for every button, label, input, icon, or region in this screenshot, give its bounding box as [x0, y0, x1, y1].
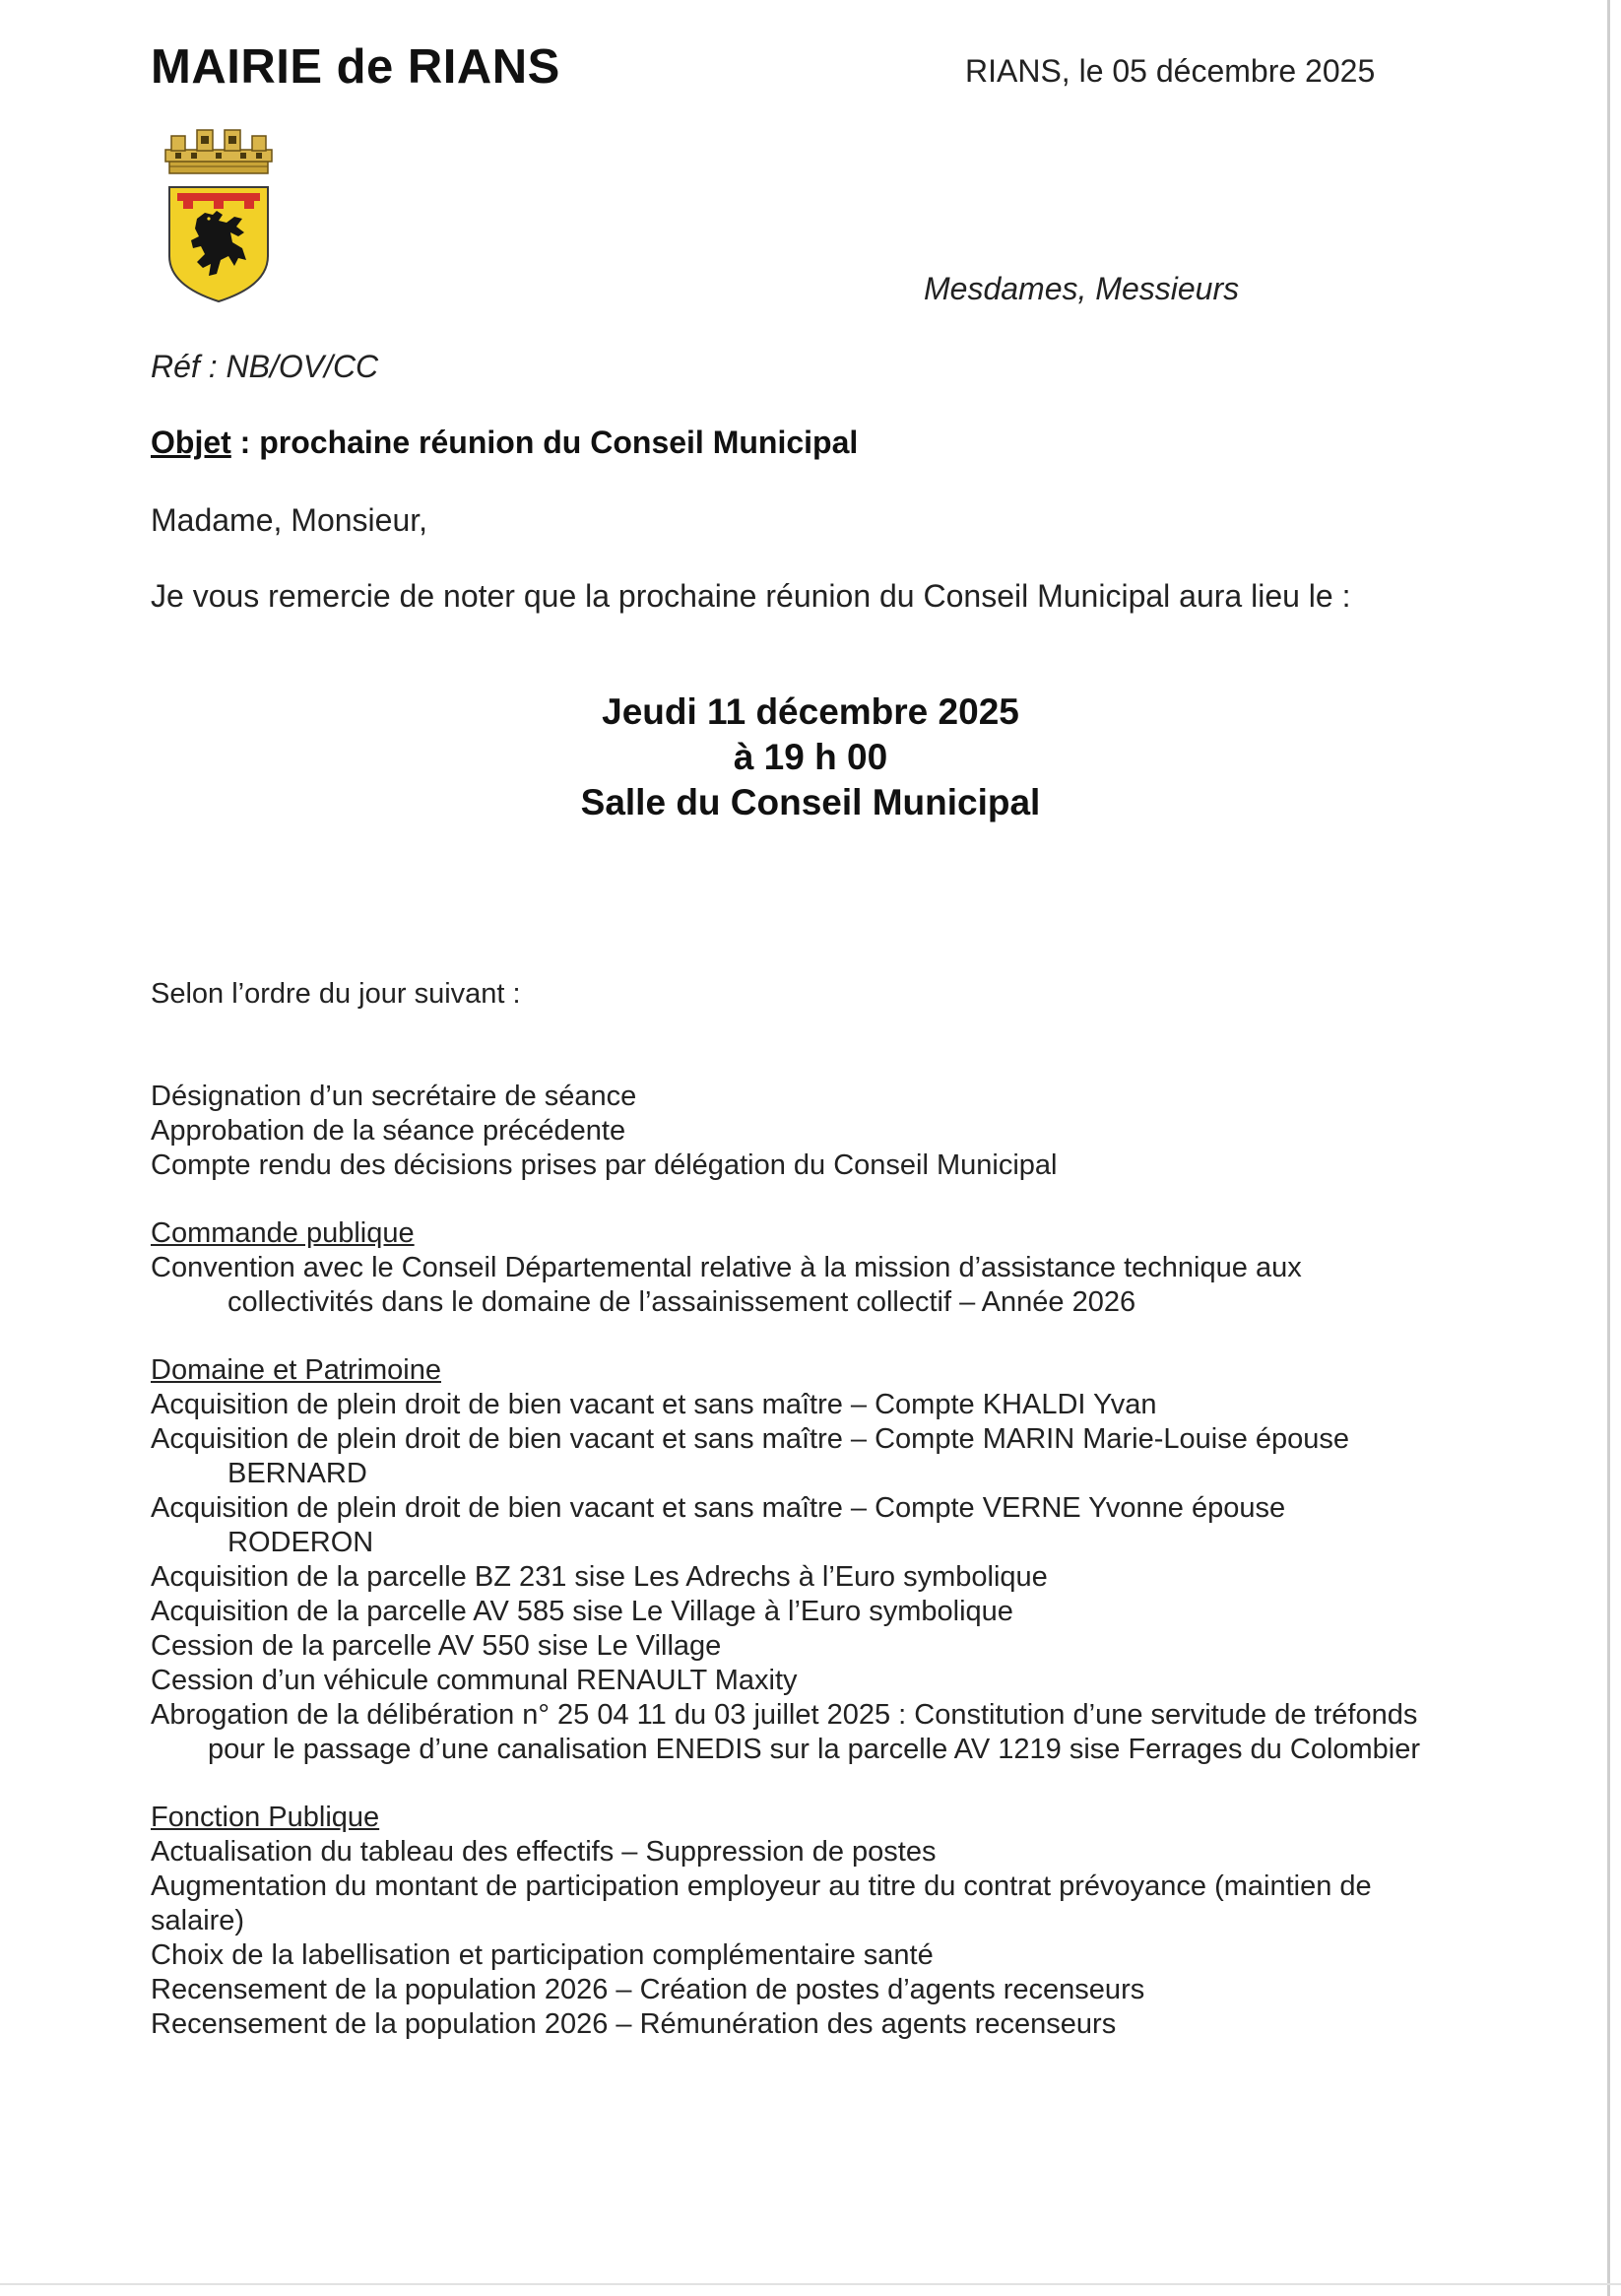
agenda-item-continuation: collectivités dans le domaine de l’assainissement collectif – Année 2026	[227, 1286, 1136, 1318]
addressees: Mesdames, Messieurs	[924, 271, 1240, 306]
agenda-item-line: Acquisition de plein droit de bien vacant et sans maître – Compte VERNE Yvonne épouse	[151, 1492, 1286, 1524]
agenda-item: Désignation d’un secrétaire de séance	[151, 1081, 637, 1112]
meeting-location: Salle du Conseil Municipal	[580, 782, 1041, 822]
section-title-fonction-publique: Fonction Publique	[151, 1802, 380, 1833]
agenda-item: Cession d’un véhicule communal RENAULT Maxity	[151, 1665, 798, 1696]
crowned-lion-shield-icon	[158, 120, 280, 303]
agenda-item-line: Abrogation de la délibération n° 25 04 11 du 03 juillet 2025 : Constitution d’une servitude de tréfonds	[151, 1699, 1418, 1731]
agenda-item: Acquisition de la parcelle BZ 231 sise Les Adrechs à l’Euro symbolique	[151, 1561, 1048, 1593]
reference: Réf : NB/OV/CC	[151, 349, 379, 384]
subject-label: Objet	[151, 425, 231, 460]
agenda-item: Acquisition de plein droit de bien vacant et sans maître – Compte KHALDI Yvan	[151, 1389, 1157, 1420]
organization-title: MAIRIE de RIANS	[151, 40, 560, 94]
agenda-item	[151, 1870, 1464, 1938]
agenda-item	[151, 1491, 1464, 1560]
scan-edge-right	[1607, 0, 1610, 2296]
agenda-item: Approbation de la séance précédente	[151, 1115, 626, 1147]
agenda-item	[151, 1422, 1464, 1491]
agenda-list	[151, 1080, 1464, 2042]
agenda-item	[151, 1251, 1464, 1320]
agenda-item	[151, 1698, 1464, 1767]
agenda-item-continuation: salaire)	[151, 1905, 245, 1936]
intro-paragraph: Je vous remercie de noter que la prochaine réunion du Conseil Municipal aura lieu le :	[151, 578, 1351, 614]
agenda-item-continuation: RODERON	[227, 1527, 374, 1558]
mural-crown	[165, 130, 272, 173]
meeting-time: à 19 h 00	[733, 737, 888, 777]
agenda-item: Compte rendu des décisions prises par délégation du Conseil Municipal	[151, 1149, 1058, 1181]
subject-text: : prochaine réunion du Conseil Municipal	[230, 425, 859, 460]
meeting-day: Jeudi 11 décembre 2025	[602, 691, 1019, 732]
agenda-item: Actualisation du tableau des effectifs – Suppression de postes	[151, 1836, 937, 1868]
agenda-item: Recensement de la population 2026 – Création de postes d’agents recenseurs	[151, 1974, 1145, 2005]
agenda-item-continuation: pour le passage d’une canalisation ENEDIS sur la parcelle AV 1219 sise Ferrages du Colombier	[208, 1734, 1421, 1765]
greeting: Madame, Monsieur,	[151, 502, 428, 538]
agenda-item-continuation: BERNARD	[227, 1458, 367, 1489]
subject-line	[151, 425, 858, 461]
agenda-item: Acquisition de la parcelle AV 585 sise Le Village à l’Euro symbolique	[151, 1596, 1013, 1627]
section-title-domaine-patrimoine: Domaine et Patrimoine	[151, 1354, 441, 1386]
scan-edge-bottom	[0, 2283, 1621, 2285]
place-date: RIANS, le 05 décembre 2025	[965, 53, 1376, 89]
agenda-item: Choix de la labellisation et participation complémentaire santé	[151, 1939, 934, 1971]
agenda-item: Cession de la parcelle AV 550 sise Le Village	[151, 1630, 722, 1662]
section-title-commande-publique: Commande publique	[151, 1217, 415, 1249]
agenda-item-line: Convention avec le Conseil Départemental relative à la mission d’assistance technique aux	[151, 1252, 1302, 1283]
agenda-item-line: Acquisition de plein droit de bien vacant et sans maître – Compte MARIN Marie-Louise épouse	[151, 1423, 1350, 1455]
agenda-intro: Selon l’ordre du jour suivant :	[151, 978, 521, 1010]
agenda-item: Recensement de la population 2026 – Rémunération des agents recenseurs	[151, 2008, 1117, 2040]
agenda-item-line: Augmentation du montant de participation employeur au titre du contrat prévoyance (maintien de	[151, 1870, 1372, 1902]
